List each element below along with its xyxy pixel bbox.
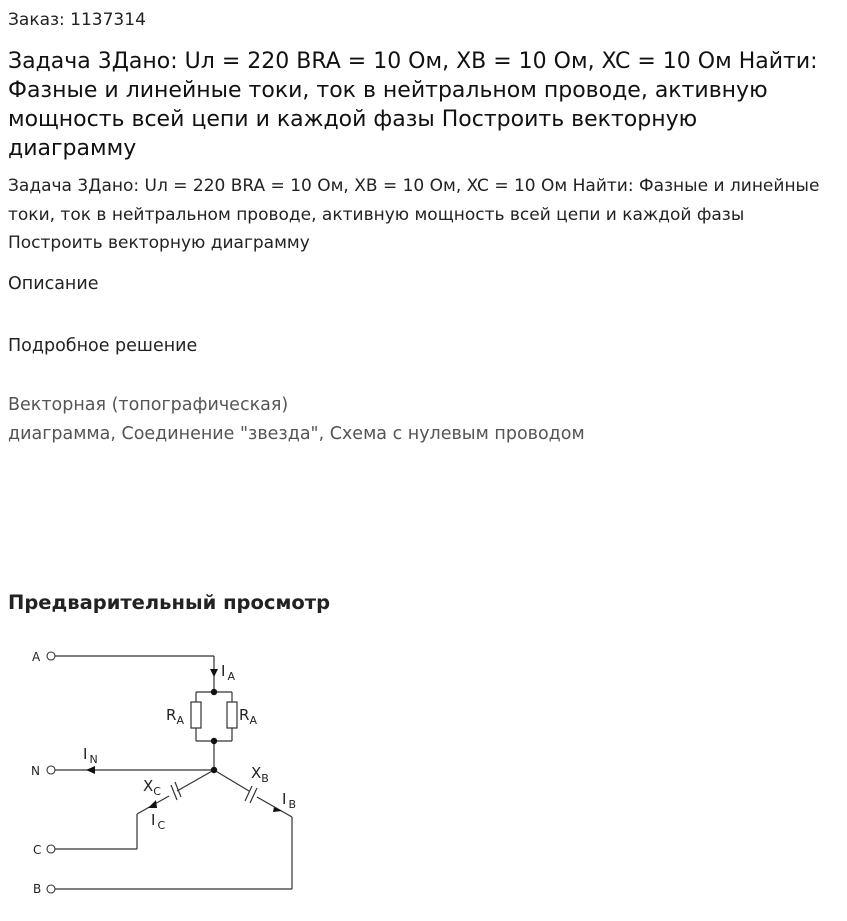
wire-b-lower [257, 797, 292, 817]
label-xc: $X_C$ [143, 777, 161, 798]
label-ic: I $_C$ [151, 811, 166, 832]
arrow-in-icon [86, 766, 95, 774]
preview-title: Предварительный просмотр [8, 591, 331, 614]
terminal-b-label: B [33, 882, 42, 896]
junction-bottom [211, 738, 217, 744]
resistor-left [191, 702, 201, 728]
label-in: I $_N$ [83, 745, 98, 766]
tags-line-1: Векторная (топографическая) [8, 395, 289, 415]
terminal-n-label: N [31, 764, 40, 778]
wire-b-upper [214, 770, 249, 791]
tags [8, 391, 585, 449]
wire-c-upper [177, 770, 214, 791]
capacitor-b-plate-1 [245, 786, 252, 801]
task-title: Задача 3Дано: Uл = 220 BRA = 10 Ом, XB = 10 Ом, XC = 10 Ом Найти: Фазные и линейные токи, ток в нейтральном проводе, активную мощность всей цепи и каждой фазы Построить векторную диаграмму [8, 49, 818, 161]
resistor-right [227, 702, 237, 728]
terminal-a-label: A [32, 650, 41, 664]
task-description: Задача 3Дано: Uл = 220 BRA = 10 Ом, XB = 10 Ом, XC = 10 Ом Найти: Фазные и линейные токи, ток в нейтральном проводе, активную мощность всей цепи и каждой фазы Построить векторную диаграмму [8, 176, 820, 253]
arrow-ib-icon [273, 807, 282, 812]
order-number: Заказ: 1137314 [8, 10, 146, 30]
terminal-c-label: C [33, 843, 42, 857]
arrow-ia-icon [210, 669, 218, 677]
label-ra-left: $R_A$ [166, 706, 184, 727]
terminal-a [47, 652, 55, 660]
capacitor-c-plate-1 [171, 785, 177, 800]
terminal-c [47, 845, 55, 853]
label-ra-right: $R_A$ [239, 706, 257, 727]
tags-line-2: диаграмма, Соединение "звезда", Схема с нулевым проводом [8, 424, 585, 444]
solution-label: Подробное решение [8, 336, 198, 356]
terminal-n [47, 766, 55, 774]
terminal-b [47, 885, 55, 893]
junction-top [211, 689, 217, 695]
description-label: Описание [8, 274, 99, 294]
junction-neutral [211, 767, 217, 773]
circuit-diagram [0, 630, 320, 910]
label-xb: $X_B$ [251, 764, 269, 785]
capacitor-b-plate-2 [250, 788, 257, 803]
label-ib: I $_B$ [282, 790, 296, 811]
arrow-ic-icon [148, 800, 157, 808]
label-ia: I $_A$ [221, 662, 235, 683]
